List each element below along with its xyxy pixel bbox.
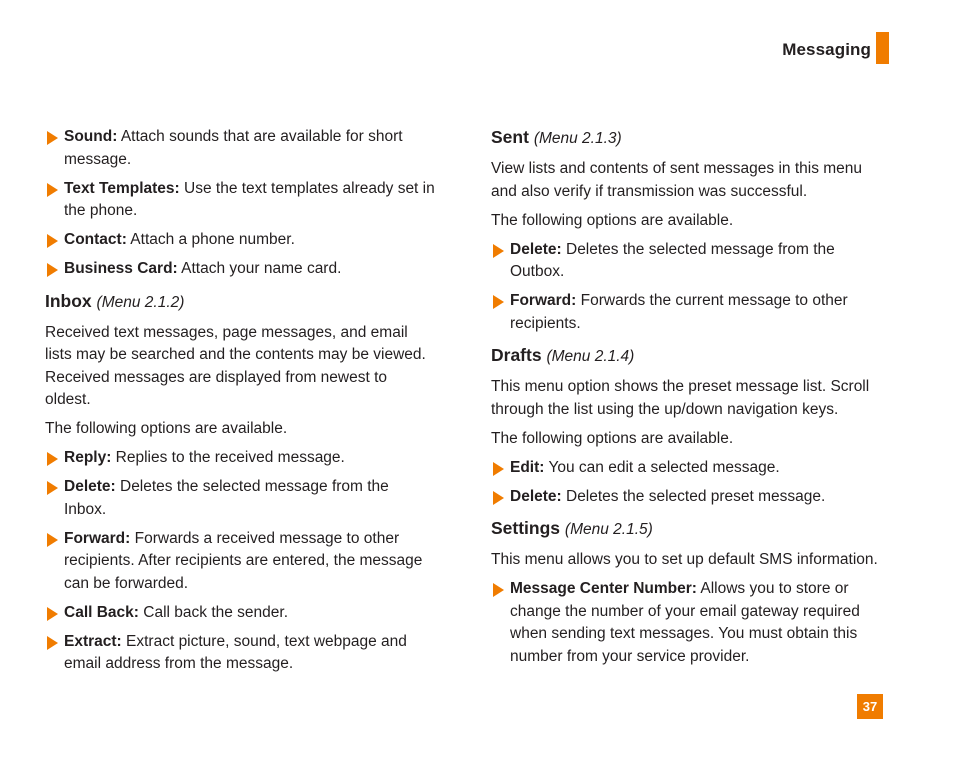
list-item bbox=[45, 528, 435, 596]
heading-menu-ref: (Menu 2.1.3) bbox=[533, 130, 622, 147]
list-item bbox=[45, 631, 435, 676]
item-text: Extract picture, sound, text webpage and email address from the message. bbox=[64, 632, 407, 672]
heading-menu-ref: (Menu 2.1.5) bbox=[564, 521, 653, 538]
item-text: Attach sounds that are available for short message. bbox=[64, 128, 403, 168]
item-text: You can edit a selected message. bbox=[544, 458, 780, 476]
item-text: Deletes the selected preset message. bbox=[561, 487, 826, 505]
list-item bbox=[45, 229, 435, 252]
paragraph: The following options are available. bbox=[45, 420, 288, 437]
triangle-bullet-icon bbox=[47, 533, 58, 547]
item-label: Sound: bbox=[64, 128, 118, 145]
item-text: Attach your name card. bbox=[177, 260, 342, 277]
paragraph: View lists and contents of sent messages in this menu and also verify if transmission was successful. bbox=[491, 160, 863, 200]
triangle-bullet-icon bbox=[493, 462, 504, 476]
item-label: Text Templates: bbox=[64, 179, 180, 197]
paragraph: The following options are available. bbox=[491, 429, 734, 447]
item-text: Deletes the selected message from the Inbox. bbox=[64, 478, 389, 518]
item-text: Attach a phone number. bbox=[126, 231, 295, 248]
triangle-bullet-icon bbox=[493, 295, 504, 309]
item-text: Replies to the received message. bbox=[111, 449, 345, 466]
list-item bbox=[491, 239, 891, 284]
item-label: Reply: bbox=[64, 449, 112, 466]
item-label: Delete: bbox=[64, 478, 116, 495]
list-item bbox=[45, 258, 435, 281]
list-item bbox=[45, 602, 435, 625]
heading-title: Inbox bbox=[45, 290, 92, 311]
triangle-bullet-icon bbox=[47, 263, 58, 277]
inbox-heading bbox=[45, 289, 435, 315]
paragraph: Received text messages, page messages, and email lists may be searched and the contents may be viewed. Received messages are displayed from newest to oldest. bbox=[45, 323, 426, 408]
triangle-bullet-icon bbox=[47, 481, 58, 495]
list-item bbox=[491, 578, 891, 668]
triangle-bullet-icon bbox=[47, 234, 58, 248]
list-item bbox=[491, 457, 891, 480]
heading-title: Drafts bbox=[491, 345, 542, 365]
list-item bbox=[491, 486, 891, 509]
item-label: Message Center Number: bbox=[510, 580, 697, 597]
heading-title: Sent bbox=[491, 127, 529, 147]
drafts-heading bbox=[491, 343, 891, 369]
triangle-bullet-icon bbox=[47, 452, 58, 466]
triangle-bullet-icon bbox=[47, 636, 58, 650]
sent-heading bbox=[491, 125, 891, 151]
item-label: Contact: bbox=[64, 231, 127, 248]
list-item bbox=[45, 126, 435, 171]
triangle-bullet-icon bbox=[493, 491, 504, 505]
section-title: Messaging bbox=[782, 40, 871, 59]
triangle-bullet-icon bbox=[47, 607, 58, 621]
section-tab-marker bbox=[876, 32, 889, 64]
item-label: Delete: bbox=[510, 240, 562, 258]
item-label: Forward: bbox=[64, 529, 131, 547]
triangle-bullet-icon bbox=[493, 583, 504, 597]
item-text: Forwards the current message to other recipients. bbox=[510, 292, 848, 332]
item-text: Forwards a received message to other recipients. After recipients are entered, the message can be forwarded. bbox=[64, 529, 423, 592]
item-text: Use the text templates already set in the phone. bbox=[64, 179, 435, 219]
item-label: Edit: bbox=[510, 458, 545, 476]
paragraph: This menu allows you to set up default SMS information. bbox=[491, 551, 878, 568]
heading-menu-ref: (Menu 2.1.2) bbox=[96, 293, 185, 311]
item-label: Business Card: bbox=[64, 260, 178, 277]
heading-title: Settings bbox=[491, 518, 561, 538]
item-label: Forward: bbox=[510, 292, 577, 309]
triangle-bullet-icon bbox=[47, 183, 58, 197]
right-column bbox=[491, 126, 891, 675]
paragraph: The following options are available. bbox=[491, 211, 734, 229]
heading-menu-ref: (Menu 2.1.4) bbox=[546, 348, 635, 365]
list-item bbox=[491, 290, 891, 335]
list-item bbox=[45, 447, 435, 470]
page-number: 37 bbox=[857, 694, 883, 719]
triangle-bullet-icon bbox=[493, 244, 504, 258]
triangle-bullet-icon bbox=[47, 131, 58, 145]
item-label: Delete: bbox=[510, 487, 562, 505]
settings-heading bbox=[491, 516, 891, 542]
item-label: Extract: bbox=[64, 632, 122, 650]
paragraph: This menu option shows the preset message list. Scroll through the list using the up/down navigation keys. bbox=[491, 378, 870, 418]
item-label: Call Back: bbox=[64, 603, 139, 621]
item-text: Allows you to store or change the number of your email gateway required when sending text messages. You must obtain this number from your service provider. bbox=[510, 580, 860, 665]
item-text: Call back the sender. bbox=[138, 603, 289, 621]
list-item bbox=[45, 178, 435, 223]
left-column bbox=[45, 126, 435, 682]
item-text: Deletes the selected message from the Outbox. bbox=[510, 240, 835, 280]
list-item bbox=[45, 476, 435, 521]
